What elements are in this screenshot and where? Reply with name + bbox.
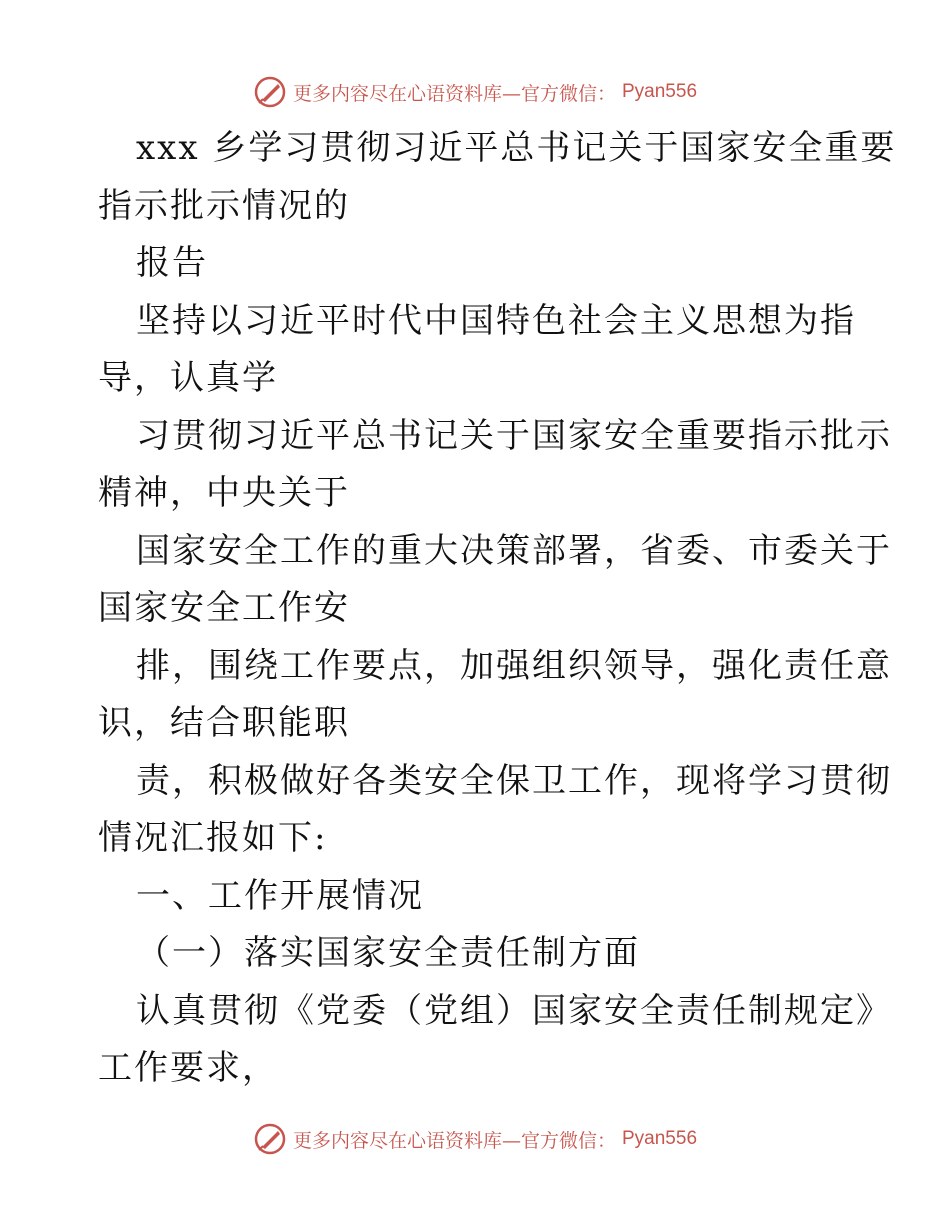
watermark-text xyxy=(293,1126,616,1153)
document-line: 识，结合职能职 xyxy=(98,703,350,743)
document-line: 习贯彻习近平总书记关于国家安全重要指示批示 xyxy=(136,415,892,456)
document-line: 排，围绕工作要点，加强组织领导，强化责任意 xyxy=(136,645,892,686)
document-line: 报告 xyxy=(136,243,208,283)
watermark-dash: — xyxy=(501,1129,521,1152)
watermark-wechat-id: Pyan556 xyxy=(622,81,698,102)
document-line: （一）落实国家安全责任制方面 xyxy=(136,933,640,973)
document-line: 情况汇报如下: xyxy=(98,818,328,858)
document-line: 国家安全工作安 xyxy=(98,588,350,628)
document-line: 责，积极做好各类安全保卫工作，现将学习贯彻 xyxy=(136,760,892,801)
watermark-site: 更多内容尽在心语资料库 xyxy=(292,82,502,105)
watermark-text xyxy=(293,79,616,106)
document-line: 认真贯彻《党委（党组）国家安全责任制规定》 xyxy=(136,990,892,1031)
document-line: 精神，中央关于 xyxy=(98,473,350,513)
document-line: 坚持以习近平时代中国特色社会主义思想为指 xyxy=(136,300,856,341)
watermark-wechat-label: 官方微信： xyxy=(520,1129,616,1152)
watermark-site: 更多内容尽在心语资料库 xyxy=(292,1129,502,1152)
document-line: 一、工作开展情况 xyxy=(136,875,424,916)
watermark-wechat-id: Pyan556 xyxy=(622,1128,698,1149)
footer-watermark xyxy=(0,1119,950,1159)
watermark-dash: — xyxy=(501,82,521,105)
header-watermark xyxy=(0,72,950,112)
document-line: 指示批示情况的 xyxy=(98,185,350,226)
watermark-wechat-label: 官方微信： xyxy=(520,82,616,105)
quill-logo-icon xyxy=(253,1122,287,1156)
document-body xyxy=(98,120,897,1098)
document-line: 导，认真学 xyxy=(98,358,278,398)
document-line: xxx 乡学习贯彻习近平总书记关于国家安全重要 xyxy=(136,128,897,168)
quill-logo-icon xyxy=(253,75,287,109)
document-line: 工作要求， xyxy=(98,1048,278,1088)
document-line: 国家安全工作的重大决策部署，省委、市委关于 xyxy=(136,530,892,571)
